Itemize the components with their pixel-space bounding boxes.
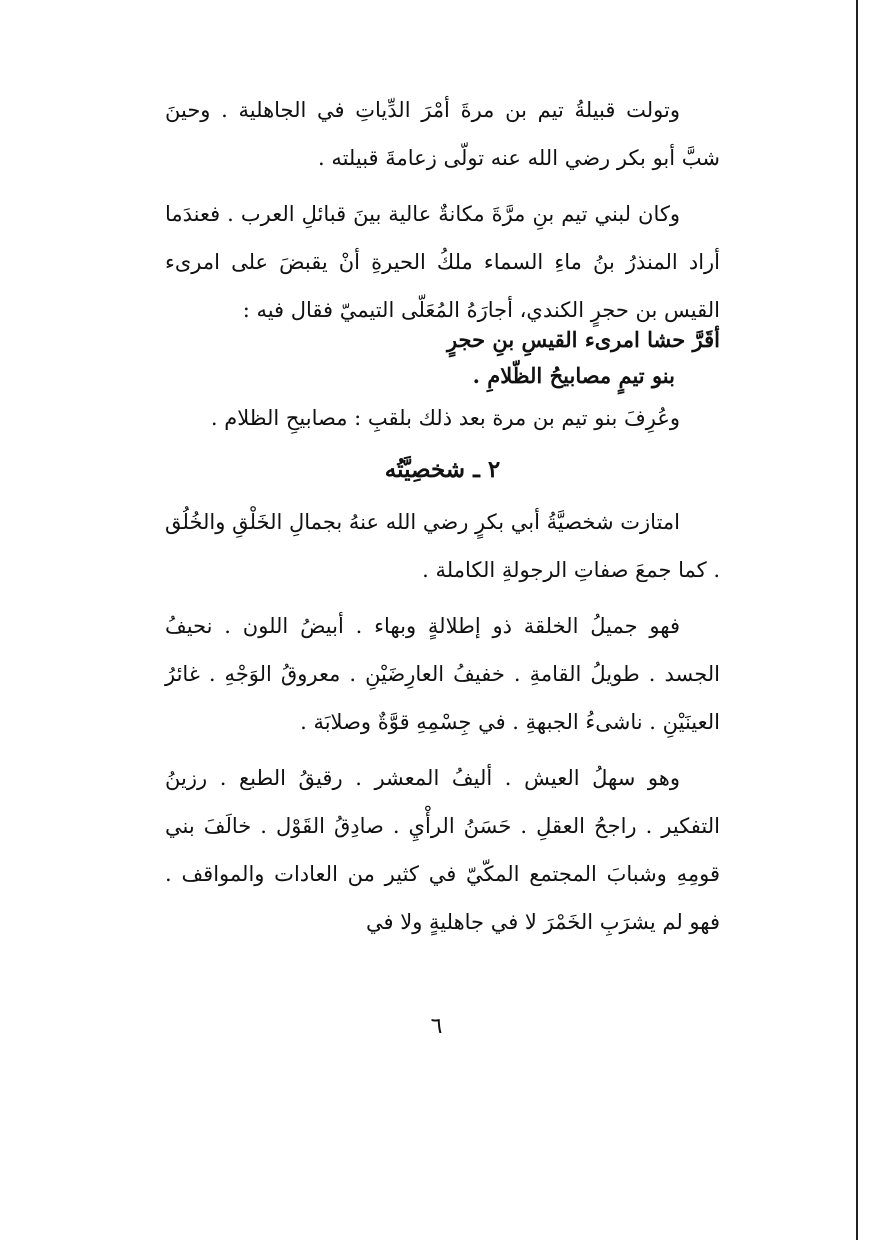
- page-number: ٦: [430, 1014, 443, 1039]
- paragraph-tribe-status: وكان لبني تيم بنِ مرَّةَ مكانةٌ عالية بينَ قبائلِ العرب . فعندَما أراد المنذرُ بنُ ماءِ السماء ملكُ الحيرةِ أنْ يقبضَ على امرىء القيس بن حجرٍ الكندي، أجارَهُ المُعَلّى التيميّ فقال فيه :: [165, 202, 721, 322]
- paragraph-appearance: فهو جميلُ الخلقة ذو إطلالةٍ وبهاء . أبيضُ اللون . نحيفُ الجسد . طويلُ القامةِ . خفيفُ العارِضَيْنِ . معروقُ الوَجْهِ . غائرُ العينَيْنِ . ناشىءُ الجبهةِ . في جِسْمِهِ قوَّةٌ وصلابَة .: [165, 614, 720, 734]
- paragraph-personality-intro: امتازت شخصيَّةُ أبي بكرٍ رضي الله عنهُ بجمالِ الخَلْقِ والخُلُق . كما جمعَ صفاتِ الرجولةِ الكاملة .: [165, 510, 720, 582]
- poem-verse-line-1: أقَرَّ حشا امرىء القيسِ بنِ حجرٍ: [446, 327, 720, 352]
- page-edge-rule: [856, 0, 858, 1240]
- paragraph-character: وهو سهلُ العيش . أليفُ المعشر . رقيقُ الطبع . رزينُ التفكير . راجحُ العقلِ . حَسَنُ الرأْيِ . صادِقُ القَوْل . خالَفَ بني قومِهِ وشبابَ المجتمع المكّيّ في كثير من العادات والمواقف . فهو لم يشرَبِ الخَمْرَ لا في جاهليةٍ ولا في: [165, 766, 720, 934]
- page-body: [165, 86, 720, 946]
- paragraph-tribe-role: وتولت قبيلةُ تيم بن مرةَ أمْرَ الدِّياتِ في الجاهلية . وحينَ شبَّ أبو بكر رضي الله عنه تولّى زعامةَ قبيلته .: [165, 98, 720, 170]
- poem-verse-line-2: بنو تيمٍ مصابيحُ الظّلامِ .: [472, 363, 675, 388]
- section-heading: ٢ ـ شخصِيَّتُه: [384, 456, 501, 483]
- paragraph-nickname: وعُرِفَ بنو تيم بن مرة بعد ذلك بلقبِ : مصابيحِ الظلام .: [210, 406, 680, 430]
